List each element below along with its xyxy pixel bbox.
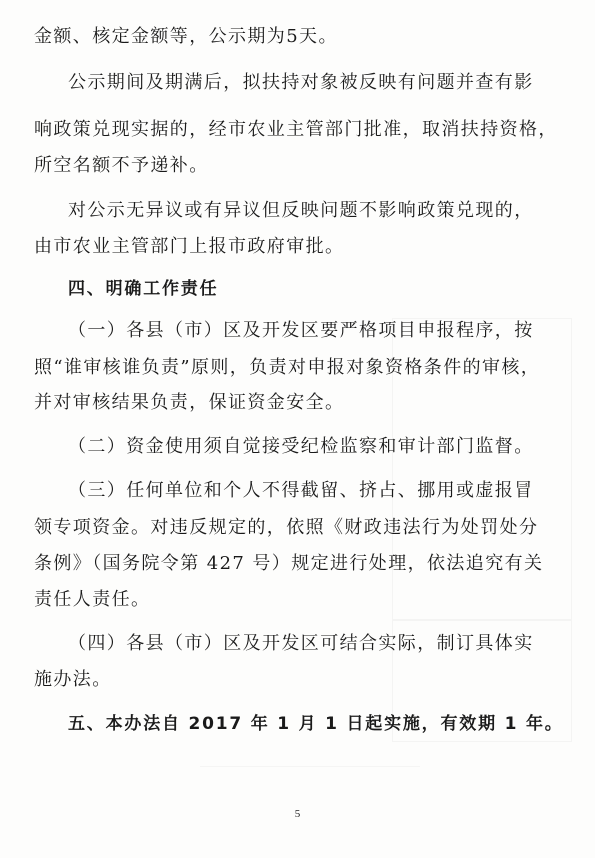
paragraph-line: （一）各县（市）区及开发区要严格项目申报程序，按: [68, 320, 534, 341]
paragraph-line: 条例》（国务院令第 427 号）规定进行处理，依法追究有关: [34, 553, 544, 574]
show-through-line-ghost: [200, 742, 420, 767]
paragraph-line: 金额、核定金额等，公示期为5天。: [34, 26, 338, 47]
paragraph-line: （三）任何单位和个人不得截留、挤占、挪用或虚报冒: [68, 480, 534, 501]
paragraph-line: 对公示无异议或有异议但反映问题不影响政策兑现的，: [68, 200, 534, 221]
paragraph-line: （二）资金使用须自觉接受纪检监察和审计部门监督。: [68, 436, 534, 457]
section-heading: 四、明确工作责任: [68, 279, 219, 299]
paragraph-line: 公示期间及期满后，拟扶持对象被反映有问题并查有影: [68, 72, 534, 93]
paragraph-line: 责任人责任。: [34, 589, 151, 610]
paragraph-line: 施办法。: [34, 669, 112, 690]
paragraph-line: 响政策兑现实据的，经市农业主管部门批准，取消扶持资格，: [34, 119, 558, 140]
page-number: 5: [294, 808, 301, 820]
paragraph-line: （四）各县（市）区及开发区可结合实际，制订具体实: [68, 633, 534, 654]
paragraph-line: 领专项资金。对违反规定的，依照《财政违法行为处罚处分: [34, 517, 539, 538]
paragraph-line: 并对审核结果负责，保证资金安全。: [34, 392, 345, 413]
section-heading: 五、本办法自 2017 年 1 月 1 日起实施，有效期 1 年。: [68, 714, 564, 734]
paragraph-line: 由市农业主管部门上报市政府审批。: [34, 236, 345, 257]
paragraph-line: 所空名额不予递补。: [34, 155, 209, 176]
paragraph-line: 照“谁审核谁负责”原则，负责对申报对象资格条件的审核，: [34, 357, 541, 378]
